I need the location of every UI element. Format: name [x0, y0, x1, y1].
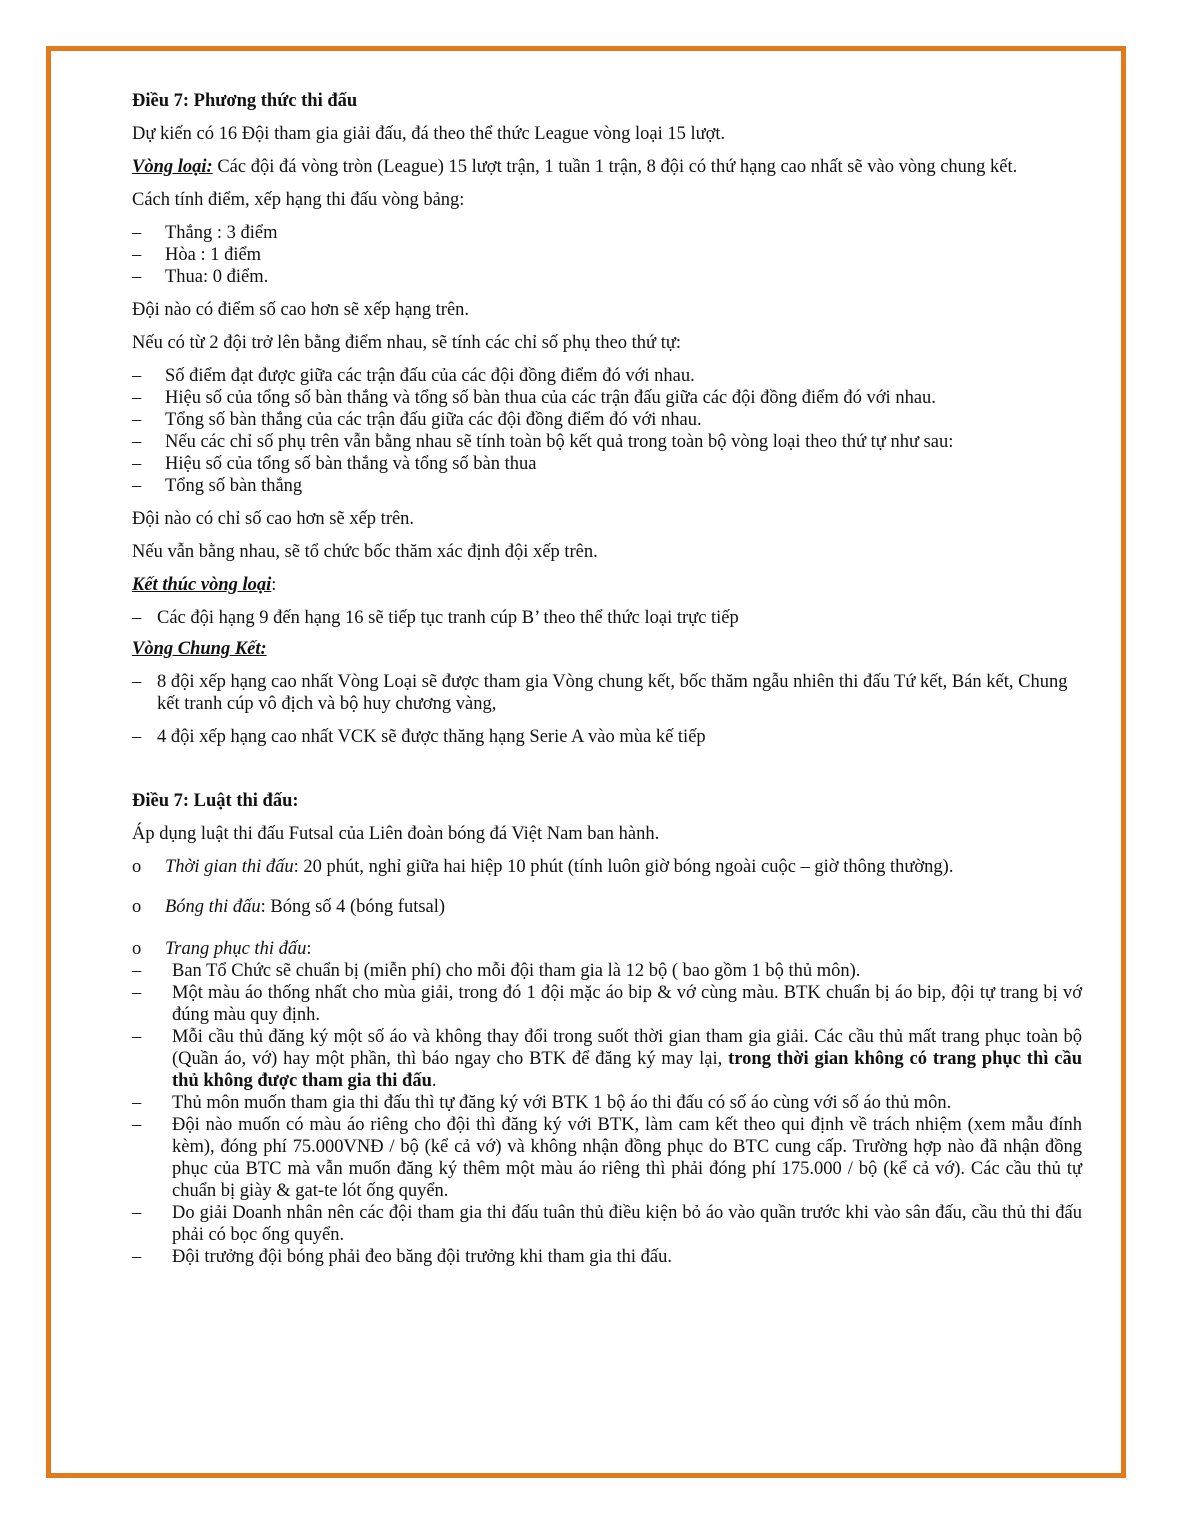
- list-item: – Tổng số bàn thắng của các trận đấu giữa các đội đồng điểm đó với nhau.: [132, 409, 1082, 431]
- rank-rule: Đội nào có điểm số cao hơn sẽ xếp hạng trên.: [132, 300, 470, 320]
- list-item: – Thủ môn muốn tham gia thi đấu thì tự đăng ký với BTK 1 bộ áo thi đấu có số áo cùng với số áo thủ môn.: [132, 1092, 1082, 1114]
- list-item: – Hiệu số của tổng số bàn thắng và tổng số bàn thua của các trận đấu giữa các đội đồng điểm đó với nhau.: [132, 387, 1082, 409]
- qualifier-label: Vòng loại:: [132, 157, 213, 177]
- list-item: – Số điểm đạt được giữa các trận đấu của các đội đồng điểm đó với nhau.: [132, 365, 1082, 387]
- final-round-heading: Vòng Chung Kết:: [132, 639, 267, 659]
- end-colon: :: [271, 575, 277, 595]
- list-item: – Các đội hạng 9 đến hạng 16 sẽ tiếp tục tranh cúp B’ theo thể thức loại trực tiếp: [132, 607, 1082, 629]
- higher-rule: Đội nào có chỉ số cao hơn sẽ xếp trên.: [132, 509, 415, 529]
- qualifier-text: Các đội đá vòng tròn (League) 15 lượt trận, 1 tuần 1 trận, 8 đội có thứ hạng cao nhất sẽ vào vòng chung kết.: [212, 157, 1018, 177]
- tie-rules-list: [132, 365, 1082, 497]
- time-item: [132, 856, 1082, 878]
- ball-text: : Bóng số 4 (bóng futsal): [260, 897, 446, 917]
- end-qualifier-heading: [132, 574, 1082, 596]
- list-item: – Thắng : 3 điểm: [132, 222, 1082, 244]
- list-item: [132, 1026, 1082, 1092]
- list-item: – Đội trưởng đội bóng phải đeo băng đội trưởng khi tham gia thi đấu.: [132, 1246, 1082, 1268]
- list-item: – Ban Tổ Chức sẽ chuẩn bị (miễn phí) cho mỗi đội tham gia là 12 bộ ( bao gồm 1 bộ thủ môn).: [132, 960, 1082, 982]
- time-label: Thời gian thi đấu: [165, 857, 294, 877]
- ball-item: [132, 896, 1082, 918]
- list-item: – Hòa : 1 điểm: [132, 244, 1082, 266]
- uniform-bold-text: trong thời gian không có trang phục thì cầu thủ không được tham gia thi đấu: [172, 1049, 1082, 1091]
- list-item: – Do giải Doanh nhân nên các đội tham gia thi đấu tuân thủ điều kiện bỏ áo vào quần trước khi vào sân đấu, cầu thủ thi đấu phải có bọc ống quyển.: [132, 1202, 1082, 1246]
- scoring-list: [132, 222, 1082, 288]
- end-label: Kết thúc vòng loại: [132, 575, 272, 595]
- list-item: – Một màu áo thống nhất cho mùa giải, trong đó 1 đội mặc áo bip & vớ cùng màu. BTK chuẩn bị áo bip, đội tự trang bị vớ đúng màu quy định.: [132, 982, 1082, 1026]
- document-body: [132, 90, 1082, 1268]
- qualifier-paragraph: [132, 156, 1082, 178]
- final-list: [132, 671, 1082, 748]
- time-text: : 20 phút, nghỉ giữa hai hiệp 10 phút (tính luôn giờ bóng ngoài cuộc – giờ thông thường).: [293, 857, 954, 877]
- end-list: [132, 607, 1082, 629]
- list-item: – Hiệu số của tổng số bàn thắng và tổng số bàn thua: [132, 453, 1082, 475]
- list-item: – 4 đội xếp hạng cao nhất VCK sẽ được thăng hạng Serie A vào mùa kế tiếp: [132, 726, 1082, 748]
- uniform-list: [132, 960, 1082, 1268]
- uniform-item: [132, 938, 1082, 960]
- ball-label: Bóng thi đấu: [165, 897, 261, 917]
- scoring-intro: Cách tính điểm, xếp hạng thi đấu vòng bảng:: [132, 190, 465, 210]
- section-heading-rules: Điều 7: Luật thi đấu:: [132, 791, 299, 811]
- rules-intro: Áp dụng luật thi đấu Futsal của Liên đoàn bóng đá Việt Nam ban hành.: [132, 824, 660, 844]
- list-item: – Nếu các chỉ số phụ trên vẫn bằng nhau sẽ tính toàn bộ kết quả trong toàn bộ vòng loại theo thứ tự như sau:: [132, 431, 1082, 453]
- uniform-label: Trang phục thi đấu: [165, 939, 307, 959]
- tie-intro: Nếu có từ 2 đội trở lên bằng điểm nhau, sẽ tính các chỉ số phụ theo thứ tự:: [132, 333, 682, 353]
- list-item: – 8 đội xếp hạng cao nhất Vòng Loại sẽ được tham gia Vòng chung kết, bốc thăm ngẫu nhiên thi đấu Tứ kết, Bán kết, Chung kết tranh cúp vô địch và bộ huy chương vàng,: [132, 671, 1082, 715]
- uniform-text: Mỗi cầu thủ đăng ký một số áo và không thay đổi trong suốt thời gian tham gia giải. Các cầu thủ mất trang phục toàn bộ (Quần áo, vớ) hay một phần, thì báo ngay cho BTK để đăng ký may lại,: [172, 1027, 1082, 1069]
- section-heading-format: Điều 7: Phương thức thi đấu: [132, 91, 358, 111]
- intro-text: Dự kiến có 16 Đội tham gia giải đấu, đá theo thể thức League vòng loại 15 lượt.: [132, 124, 726, 144]
- uniform-colon: :: [306, 939, 312, 959]
- list-item: – Tổng số bàn thắng: [132, 475, 1082, 497]
- draw-rule: Nếu vẫn bằng nhau, sẽ tổ chức bốc thăm xác định đội xếp trên.: [132, 542, 598, 562]
- list-item: – Đội nào muốn có màu áo riêng cho đội thì đăng ký với BTK, làm cam kết theo qui định về trách nhiệm (xem mẫu đính kèm), đóng phí 75.000VNĐ / bộ (kể cả vớ) và không nhận đồng phục do BTC cung cấp. Trường hợp nào đã nhận đồng phục của BTC mà vẫn muốn đăng ký thêm một màu áo riêng thì phải đóng phí 175.000 / bộ (kể cả vớ). Các cầu thủ tự chuẩn bị giày & gat-te lót ống quyển.: [132, 1114, 1082, 1202]
- uniform-end: .: [431, 1071, 437, 1091]
- list-item: – Thua: 0 điểm.: [132, 266, 1082, 288]
